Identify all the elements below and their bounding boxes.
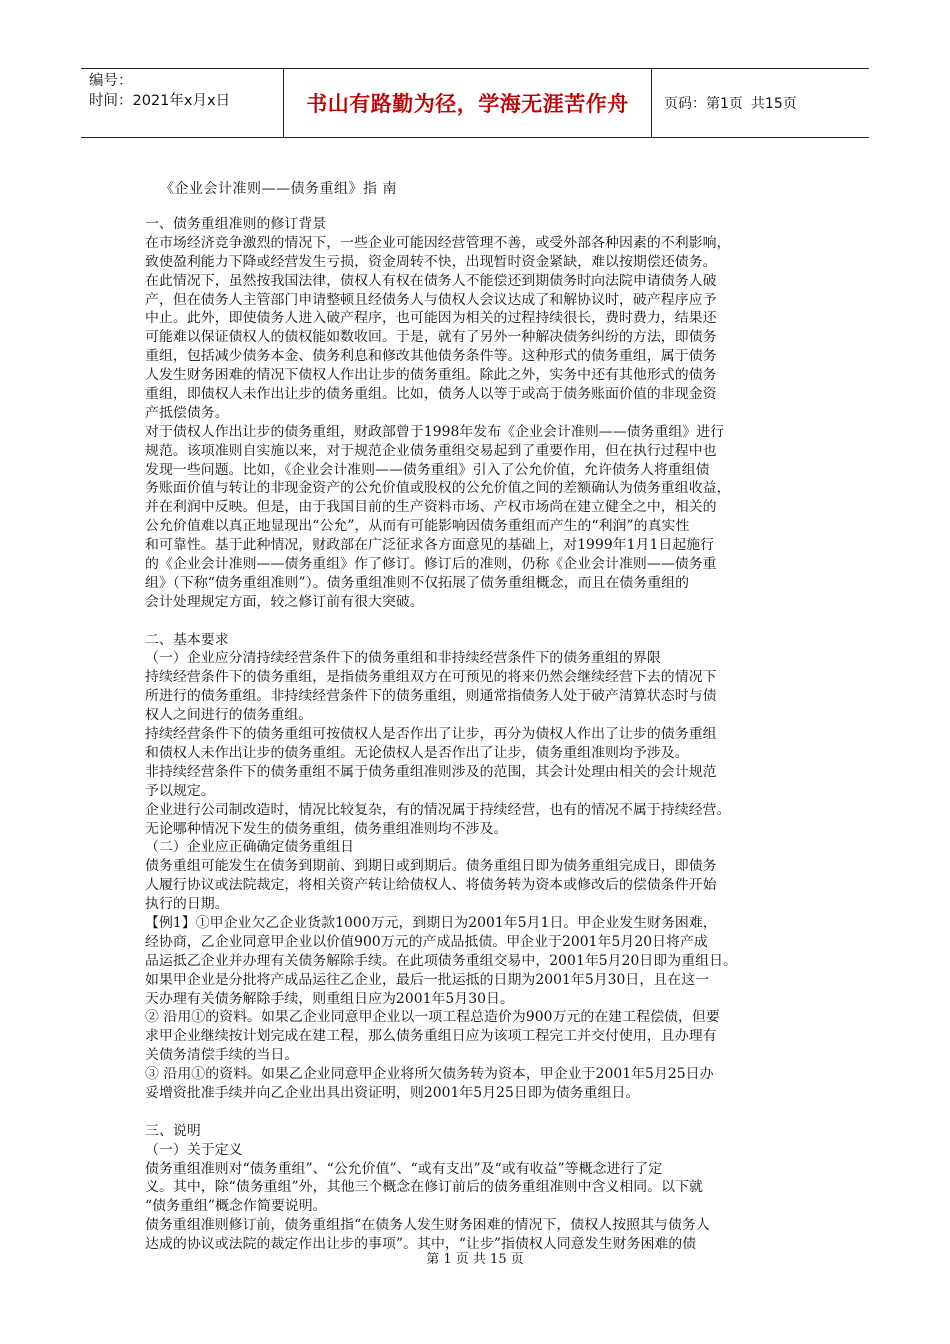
header-meta bbox=[81, 69, 284, 137]
document-number-label: 编号： bbox=[89, 73, 133, 89]
text-line: 的《企业会计准则——债务重组》作了修订。修订后的准则，仍称《企业会计准则——债务重 bbox=[145, 556, 717, 573]
text-line: 非持续经营条件下的债务重组不属于债务重组准则涉及的范围，其会计处理由相关的会计规范 bbox=[145, 763, 717, 780]
text-line: 妥增资批准手续并向乙企业出具出资证明，则2001年5月25日即为债务重组日。 bbox=[145, 1084, 640, 1101]
text-line: （一）关于定义 bbox=[145, 1141, 243, 1158]
text-line: 在市场经济竞争激烈的情况下，一些企业可能因经营管理不善，或受外部各种因素的不利影响， bbox=[145, 234, 731, 251]
text-line: 人履行协议或法院裁定，将相关资产转让给债权人、将债务转为资本或修改后的偿债条件开始 bbox=[145, 877, 717, 894]
text-line: 权人之间进行的债务重组。 bbox=[145, 707, 313, 724]
text-line: 对于债权人作出让步的债务重组，财政部曾于1998年发布《企业会计准则——债务重组》进行 bbox=[145, 423, 725, 440]
text-line: 义。其中，除“债务重组”外，其他三个概念在修订前后的债务重组准则中含义相同。以下就 bbox=[145, 1179, 703, 1196]
document-title: 《企业会计准则——债务重组》指 南 bbox=[160, 181, 397, 197]
document-header bbox=[81, 68, 869, 138]
text-line: 企业进行公司制改造时，情况比较复杂，有的情况属于持续经营，也有的情况不属于持续经营。 bbox=[145, 801, 731, 818]
text-line: 持续经营条件下的债务重组，是指债务重组双方在可预见的将来仍然会继续经营下去的情况下 bbox=[145, 669, 717, 686]
header-page-info bbox=[652, 69, 869, 137]
text-line: 天办理有关债务解除手续，则重组日应为2001年5月30日。 bbox=[145, 990, 514, 1007]
text-line: 公允价值难以真正地显现出“公允”，从而有可能影响因债务重组而产生的“利润”的真实性 bbox=[145, 518, 690, 535]
text-line: 并在利润中反映。但是，由于我国目前的生产资料市场、产权市场尚在建立健全之中，相关的 bbox=[145, 499, 717, 516]
text-line: 和可靠性。基于此种情况，财政部在广泛征求各方面意见的基础上，对1999年1月1日起施行 bbox=[145, 537, 715, 554]
text-line: 务账面价值与转让的非现金资产的公允价值或股权的公允价值之间的差额确认为债务重组收益， bbox=[145, 480, 731, 497]
text-line: 二、基本要求 bbox=[145, 631, 229, 648]
text-line: 债务重组准则修订前，债务重组指“在债务人发生财务困难的情况下，债权人按照其与债务人 bbox=[145, 1217, 710, 1234]
text-line: 致使盈利能力下降或经营发生亏损，资金周转不快，出现暂时资金紧缺，难以按期偿还债务。 bbox=[145, 253, 717, 270]
page-footer: 第 1 页 共 15 页 bbox=[426, 1252, 524, 1267]
paragraph-gap bbox=[145, 612, 810, 631]
text-line: 中止。此外，即使债务人进入破产程序，也可能因为相关的过程持续很长，费时费力，结果还 bbox=[145, 310, 717, 327]
text-line: ② 沿用①的资料。如果乙企业同意甲企业以一项工程总造价为900万元的在建工程偿债，但要 bbox=[145, 1009, 720, 1026]
text-line: 所进行的债务重组。非持续经营条件下的债务重组，则通常指债务人处于破产清算状态时与债 bbox=[145, 688, 717, 705]
text-line: 【例1】①甲企业欠乙企业货款1000万元，到期日为2001年5月1日。甲企业发生财务困难， bbox=[145, 914, 717, 931]
text-line: 产，但在债务人主管部门申请整顿且经债务人与债权人会议达成了和解协议时，破产程序应予 bbox=[145, 291, 717, 308]
text-line: 求甲企业继续按计划完成在建工程，那么债务重组日应为该项工程完工并交付使用，且办理有 bbox=[145, 1028, 717, 1045]
text-line: 经协商，乙企业同意甲企业以价值900万元的产成品抵债。甲企业于2001年5月20日将产成 bbox=[145, 933, 708, 950]
header-page-total: 共15页 bbox=[750, 96, 797, 112]
document-time-label: 时间：2021年x月x日 bbox=[89, 93, 231, 109]
text-line: 债务重组可能发生在债务到期前、到期日或到期后。债务重组日即为债务重组完成日，即债务 bbox=[145, 858, 717, 875]
text-line: （二）企业应正确确定债务重组日 bbox=[145, 839, 355, 856]
text-line: 规范。该项准则自实施以来，对于规范企业债务重组交易起到了重要作用，但在执行过程中也 bbox=[145, 442, 717, 459]
header-page-number: 页码：第1页 bbox=[664, 96, 743, 112]
text-line: 可能难以保证债权人的债权能如数收回。于是，就有了另外一种解决债务纠纷的方法，即债务 bbox=[145, 329, 717, 346]
text-line: 产抵偿债务。 bbox=[145, 404, 229, 421]
text-line: （一）企业应分清持续经营条件下的债务重组和非持续经营条件下的债务重组的界限 bbox=[145, 650, 661, 667]
document-body bbox=[145, 215, 810, 1254]
text-line: 和债权人未作出让步的债务重组。无论债权人是否作出了让步，债务重组准则均予涉及。 bbox=[145, 744, 689, 761]
text-line: 如果甲企业是分批将产成品运往乙企业，最后一批运抵的日期为2001年5月30日，且在这一 bbox=[145, 971, 710, 988]
text-line: 持续经营条件下的债务重组可按债权人是否作出了让步，再分为债权人作出了让步的债务重组 bbox=[145, 726, 717, 743]
text-line: “债务重组”概念作简要说明。 bbox=[145, 1198, 327, 1215]
text-line: 无论哪种情况下发生的债务重组，债务重组准则均不涉及。 bbox=[145, 820, 508, 837]
text-line: 重组，包括减少债务本金、债务利息和修改其他债务条件等。这种形式的债务重组，属于债务 bbox=[145, 348, 717, 365]
text-line: 品运抵乙企业并办理有关债务解除手续。在此项债务重组交易中，2001年5月20日即为重组日。 bbox=[145, 952, 737, 969]
text-line: 发现一些问题。比如，《企业会计准则——债务重组》引入了公允价值，允许债务人将重组债 bbox=[145, 461, 710, 478]
text-line: 人发生财务困难的情况下债权人作出让步的债务重组。除此之外，实务中还有其他形式的债务 bbox=[145, 367, 717, 384]
text-line: 予以规定。 bbox=[145, 782, 215, 799]
text-line: 三、说明 bbox=[145, 1122, 201, 1139]
text-line: 达成的协议或法院的裁定作出让步的事项”。其中，“让步”指债权人同意发生财务困难的债 bbox=[145, 1236, 697, 1253]
text-line: 组》（下称“债务重组准则”）。债务重组准则不仅拓展了债务重组概念，而且在债务重组的 bbox=[145, 574, 690, 591]
text-line: ③ 沿用①的资料。如果乙企业同意甲企业将所欠债务转为资本，甲企业于2001年5月25日办 bbox=[145, 1066, 714, 1083]
text-line: 重组，即债权人未作出让步的债务重组。比如，债务人以等于或高于债务账面价值的非现金资 bbox=[145, 386, 717, 403]
text-line: 执行的日期。 bbox=[145, 896, 229, 913]
text-line: 关债务清偿手续的当日。 bbox=[145, 1047, 299, 1064]
header-motto: 书山有路勤为径，学海无涯苦作舟 bbox=[284, 69, 652, 137]
text-line: 一、债务重组准则的修订背景 bbox=[145, 216, 327, 232]
paragraph-gap bbox=[145, 1103, 810, 1122]
text-line: 会计处理规定方面，较之修订前有很大突破。 bbox=[145, 593, 424, 610]
text-line: 债务重组准则对“债务重组”、“公允价值”、“或有支出”及“或有收益”等概念进行了定 bbox=[145, 1160, 663, 1177]
text-line: 在此情况下，虽然按我国法律，债权人有权在债务人不能偿还到期债务时向法院申请债务人破 bbox=[145, 272, 717, 289]
